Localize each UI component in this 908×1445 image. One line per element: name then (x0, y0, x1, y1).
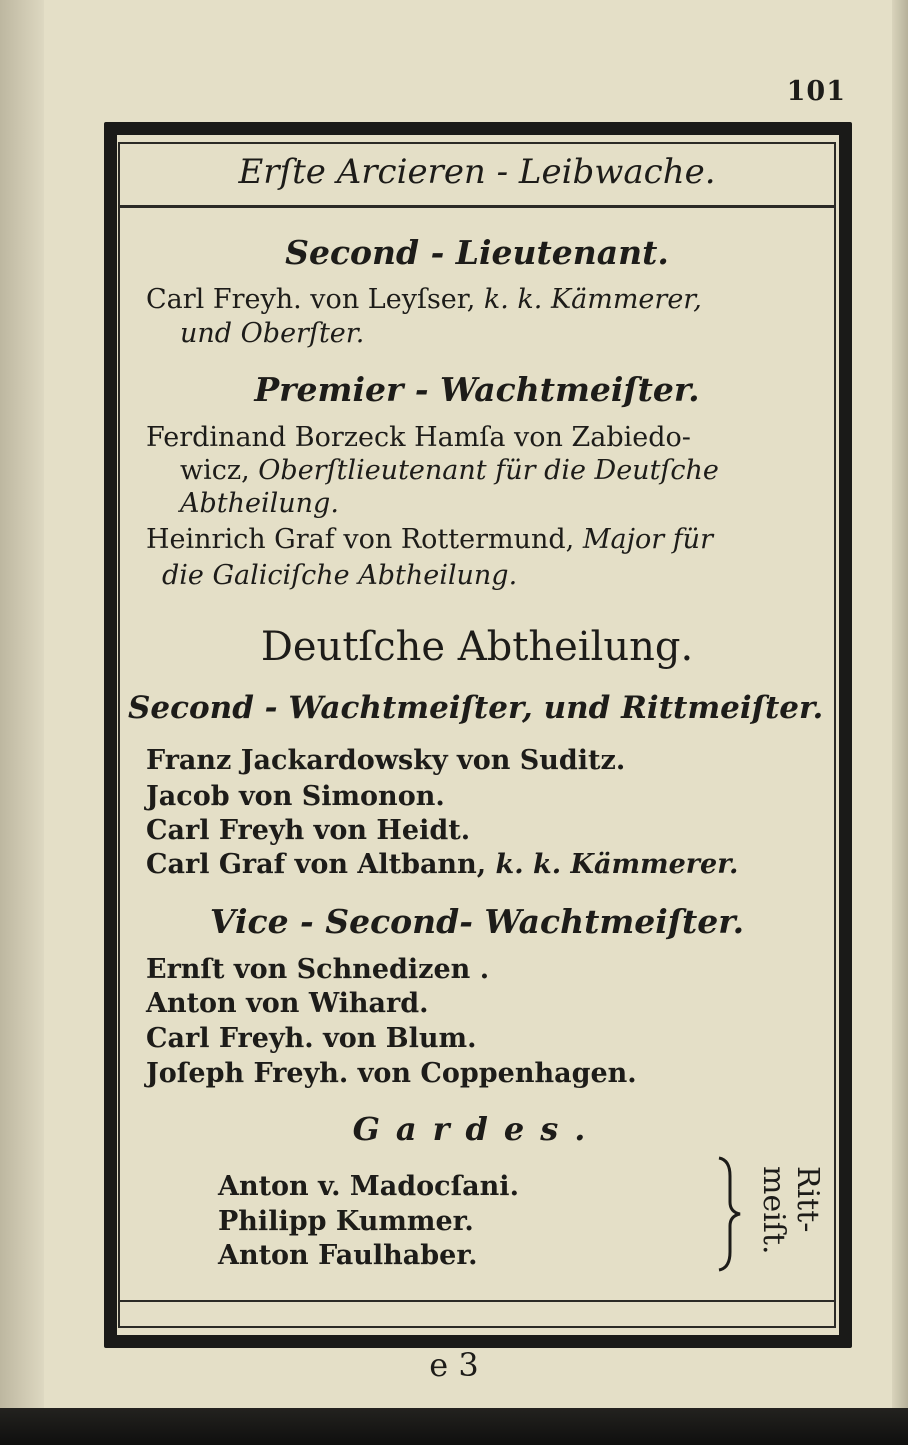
list-item: Anton Faulhaber. (218, 1240, 478, 1271)
page-title: Erſte Arcieren - Leibwache. (238, 152, 716, 192)
heading-gardes: Gardes. (352, 1110, 602, 1148)
side-note-rittmeister: Ritt-meiſt. (756, 1166, 825, 1255)
heading-deutsche-abtheilung: Deutſche Abtheilung. (260, 624, 694, 670)
signature-mark: e 3 (429, 1346, 479, 1384)
heading-premier-wachtmeister: Premier - Wachtmeiſter. (254, 370, 700, 409)
list-item (146, 849, 738, 880)
entry-name: Carl Freyh. von Leyſser, (146, 284, 476, 315)
heading-vice-second-wachtmeister: Vice - Second- Wachtmeiſter. (209, 902, 745, 941)
heading-second-wachtmeister: Second - Wachtmeiſter, und Rittmeiſter. (128, 690, 824, 726)
footer-rule (120, 1300, 834, 1302)
entry-borzeck-line1: Ferdinand Borzeck Hamſa von Zabiedo- (146, 422, 691, 453)
list-item: Jacob von Simonon. (146, 781, 445, 812)
list-item: Carl Freyh von Heidt. (146, 815, 471, 846)
list-item: Anton von Wihard. (146, 988, 429, 1019)
list-item: Ernſt von Schnedizen . (146, 954, 490, 985)
list-item: Anton v. Madocſani. (218, 1171, 519, 1202)
entry-title: Oberſtlieutenant für die Deutſche (258, 455, 719, 486)
entry-name: Heinrich Graf von Rottermund, (146, 524, 575, 555)
entry-title: Major für (582, 524, 713, 555)
list-item: Carl Freyh. von Blum. (146, 1023, 477, 1054)
header-rule (120, 205, 834, 208)
entry-title: k. k. Kämmerer, (483, 284, 702, 315)
page-right-edge (892, 0, 908, 1445)
list-item: Philipp Kummer. (218, 1206, 474, 1237)
entry-name: wicz, (180, 455, 250, 486)
page-bottom-edge (0, 1408, 908, 1445)
list-item: Joſeph Freyh. von Coppenhagen. (146, 1058, 637, 1089)
entry-leysser (146, 284, 702, 315)
entry-borzeck-line3: Abtheilung. (180, 488, 339, 519)
entry-leysser-cont: und Oberſter. (180, 318, 365, 349)
list-item: Franz Jackardowsky von Suditz. (146, 745, 626, 776)
entry-rottermund-line2: die Galiciſche Abtheilung. (162, 560, 518, 591)
entry-borzeck-line2 (180, 455, 719, 486)
book-spine-shadow (0, 0, 44, 1445)
entry-name: Carl Graf von Altbann, (146, 849, 487, 880)
entry-title: k. k. Kämmerer. (495, 849, 739, 880)
entry-rottermund-line1 (146, 524, 713, 555)
page-number: 101 (786, 76, 846, 107)
heading-second-lieutenant: Second - Lieutenant. (285, 233, 669, 272)
